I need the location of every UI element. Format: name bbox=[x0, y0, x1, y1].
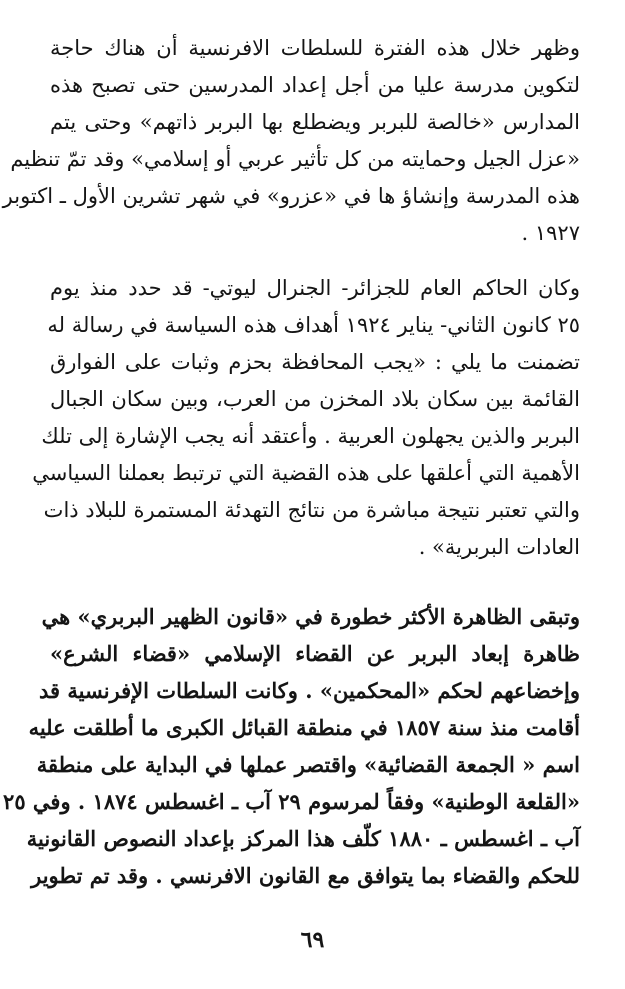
text-line: أقامت منذ سنة ١٨٥٧ في منطقة القبائل الكبرى ما أطلقت عليه bbox=[28, 715, 580, 740]
text-line: وظهر خلال هذه الفترة للسلطات الافرنسية أن هناك حاجة bbox=[50, 36, 580, 60]
text-line: «القلعة الوطنية» وفقاً لمرسوم ٢٩ آب ـ اغسطس ١٨٧٤ . وفي ٢٥ bbox=[3, 789, 580, 814]
text-line: ١٩٢٧ . bbox=[521, 221, 580, 245]
text-line: لتكوين مدرسة عليا من أجل إعداد المدرسين حتى تصبح هذه bbox=[50, 73, 580, 97]
text-line: البربر والذين يجهلون العربية . وأعتقد أنه يجب الإشارة إلى تلك bbox=[41, 424, 580, 448]
text-line: وكان الحاكم العام للجزائر- الجنرال ليوتي- قد حدد منذ يوم bbox=[50, 276, 580, 300]
text-line: وإخضاعهم لحكم «المحكمين» . وكانت السلطات الإفرنسية قد bbox=[39, 678, 580, 703]
text-line: «عزل الجيل وحمايته من كل تأثير عربي أو إسلامي» وقد تمّ تنظيم bbox=[10, 147, 580, 171]
paragraph-1 bbox=[2, 30, 580, 252]
paragraph-3 bbox=[3, 598, 580, 894]
text-line: تضمنت ما يلي : «يجب المحافظة بحزم وثبات على الفوارق bbox=[50, 350, 580, 374]
text-line: المدارس «خالصة للبربر ويضطلع بها البربر ذاتهم» وحتى يتم bbox=[50, 110, 580, 134]
text-line: الأهمية التي أعلقها على هذه القضية التي ترتبط بعملنا السياسي bbox=[32, 461, 580, 485]
paragraph-2 bbox=[32, 270, 580, 566]
text-line: العادات البربرية» . bbox=[418, 535, 580, 559]
page-number: ٦٩ bbox=[300, 927, 325, 953]
text-line: آب ـ اغسطس ـ ١٨٨٠ كلّف هذا المركز بإعداد النصوص القانونية bbox=[26, 826, 580, 851]
text-line: القائمة بين سكان بلاد المخزن من العرب، وبين سكان الجبال bbox=[50, 387, 580, 411]
text-line: اسم « الجمعة القضائية» واقتصر عملها في البداية على منطقة bbox=[36, 752, 580, 777]
text-line: وتبقى الظاهرة الأكثر خطورة في «قانون الظهير البربري» هي bbox=[41, 604, 580, 629]
text-line: ٢٥ كانون الثاني- يناير ١٩٢٤ أهداف هذه السياسة في رسالة له bbox=[47, 313, 580, 337]
text-line: هذه المدرسة وإنشاؤ ها في «عزرو» في شهر تشرين الأول ـ اكتوبر bbox=[2, 184, 580, 208]
text-line: ظاهرة إبعاد البربر عن القضاء الإسلامي «قضاء الشرع» bbox=[50, 641, 580, 666]
text-line: للحكم والقضاء بما يتوافق مع القانون الافرنسي . وقد تم تطوير bbox=[31, 863, 580, 888]
text-line: والتي تعتبر نتيجة مباشرة من نتائج التهدئة المستمرة للبلاد ذات bbox=[43, 498, 580, 522]
